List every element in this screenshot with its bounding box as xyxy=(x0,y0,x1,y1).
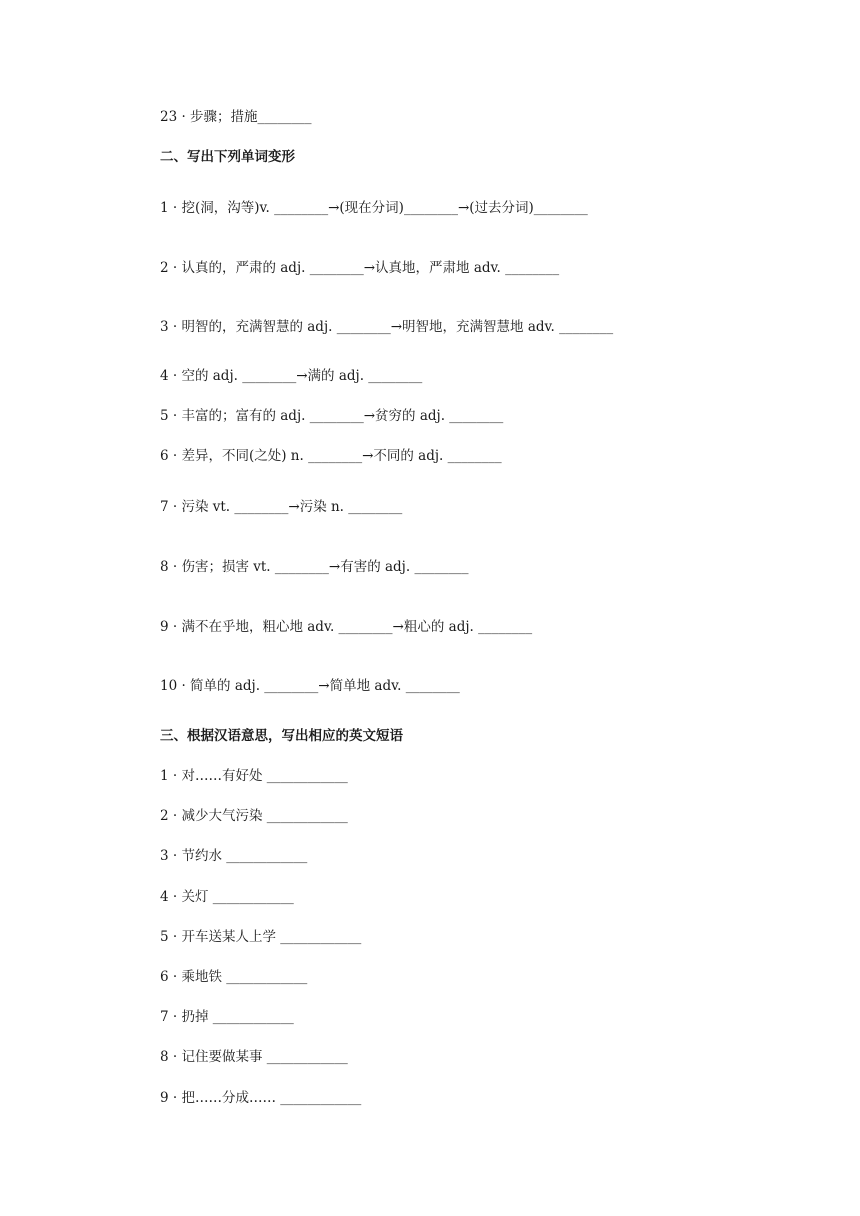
word-form-item-3: 3 · 明智的，充满智慧的 adj. ________→明智地，充满智慧地 adv. ________ xyxy=(160,319,614,335)
section-2-title: 二、写出下列单词变形 xyxy=(160,149,295,165)
phrase-item-4: 4 · 关灯 ____________ xyxy=(160,889,294,905)
phrase-item-3: 3 · 节约水 ____________ xyxy=(160,848,308,864)
word-form-item-2: 2 · 认真的，严肃的 adj. ________→认真地，严肃地 adv. ________ xyxy=(160,260,560,276)
phrase-item-5: 5 · 开车送某人上学 ____________ xyxy=(160,929,362,945)
phrase-item-7: 7 · 扔掉 ____________ xyxy=(160,1009,294,1025)
word-form-item-5: 5 · 丰富的；富有的 adj. ________→贫穷的 adj. ________ xyxy=(160,408,504,424)
word-form-item-8: 8 · 伤害；损害 vt. ________→有害的 adj. ________ xyxy=(160,559,469,575)
phrase-item-1: 1 · 对……有好处 ____________ xyxy=(160,768,348,784)
phrase-item-2: 2 · 减少大气污染 ____________ xyxy=(160,808,348,824)
word-form-item-6: 6 · 差异，不同(之处) n. ________→不同的 adj. ________ xyxy=(160,448,502,464)
word-form-item-4: 4 · 空的 adj. ________→满的 adj. ________ xyxy=(160,368,423,384)
item-23: 23 · 步骤；措施________ xyxy=(160,109,312,125)
word-form-item-9: 9 · 满不在乎地，粗心地 adv. ________→粗心的 adj. ________ xyxy=(160,619,533,635)
phrase-item-8: 8 · 记住要做某事 ____________ xyxy=(160,1049,348,1065)
phrase-item-9: 9 · 把……分成…… ____________ xyxy=(160,1090,362,1106)
phrase-item-6: 6 · 乘地铁 ____________ xyxy=(160,969,308,985)
word-form-item-1: 1 · 挖(洞，沟等)v. ________→(现在分词)________→(过去分词)________ xyxy=(160,200,588,216)
word-form-item-7: 7 · 污染 vt. ________→污染 n. ________ xyxy=(160,499,403,515)
word-form-item-10: 10 · 简单的 adj. ________→简单地 adv. ________ xyxy=(160,678,460,694)
section-3-title: 三、根据汉语意思，写出相应的英文短语 xyxy=(160,728,403,744)
